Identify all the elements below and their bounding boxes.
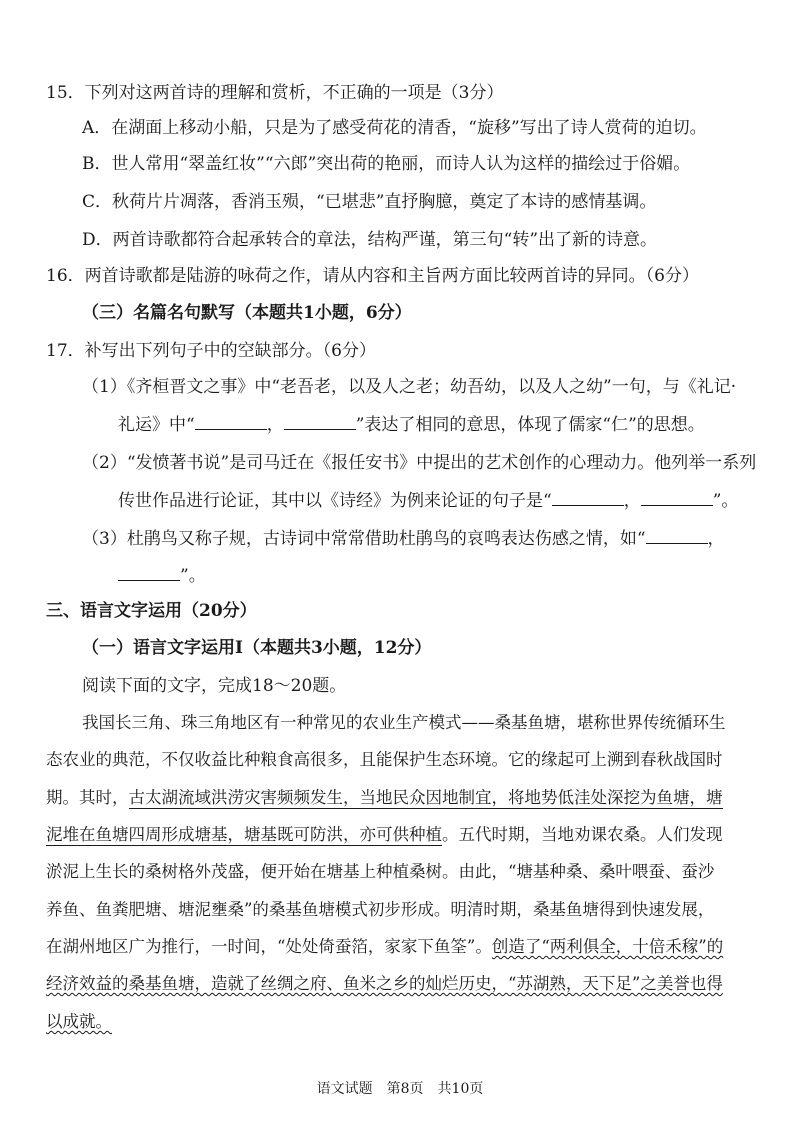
answer-blank[interactable] bbox=[646, 527, 708, 544]
passage-line: 态农业的典范，不仅收益比种粮食高很多，且能保护生态环境。它的缘起可上溯到春秋战国时 bbox=[46, 750, 723, 769]
q17-part2-sep: ， bbox=[623, 491, 641, 511]
q17-part3-line2 bbox=[118, 564, 206, 587]
q17-part3-line1 bbox=[82, 527, 725, 550]
q17-stem: 17．补写出下列句子中的空缺部分。（6分） bbox=[46, 341, 376, 361]
q17-part2-line2 bbox=[118, 489, 738, 512]
answer-blank[interactable] bbox=[552, 489, 624, 506]
q15-option-a: A．在湖面上移动小船，只是为了感受荷花的清香，“旋移”写出了诗人赏荷的迫切。 bbox=[82, 118, 707, 138]
answer-blank[interactable] bbox=[195, 413, 267, 430]
answer-blank[interactable] bbox=[284, 413, 356, 430]
q17-part1-line1: （1）《齐桓晋文之事》中“老吾老，以及人之老；幼吾幼，以及人之幼”一句，与《礼记· bbox=[82, 377, 737, 397]
q17-part1-line2 bbox=[118, 413, 705, 436]
passage-line: 淤泥上生长的桑树格外茂盛，便开始在塘基上种植桑树。由此，“塘基种桑、桑叶喂蚕、蚕沙 bbox=[46, 862, 715, 881]
q17-part3-text-b: ”。 bbox=[180, 566, 206, 586]
q17-part3-sep: ， bbox=[707, 529, 725, 549]
passage-line bbox=[46, 936, 723, 958]
q17-part1-sep: ， bbox=[266, 415, 284, 435]
passage-text: 在湖州地区广为推行，一时间，“处处倚蚕箔，家家下鱼筌”。 bbox=[46, 937, 492, 956]
page-footer: 语文试题 第8页 共10页 bbox=[316, 1081, 484, 1097]
q17-part2-text-a: 传世作品进行论证，其中以《诗经》为例来论证的句子是“ bbox=[118, 491, 552, 511]
passage-line: 我国长三角、珠三角地区有一种常见的农业生产模式——桑基鱼塘，堪称世界传统循环生 bbox=[82, 713, 726, 732]
q17-part2-line1: （2）“发愤著书说”是司马迁在《报任安书》中提出的艺术创作的心理动力。他列举一系列 bbox=[82, 453, 757, 473]
passage-line bbox=[46, 824, 723, 846]
q15-option-b: B．世人常用“翠盖红妆”“六郎”突出荷的艳丽，而诗人认为这样的描绘过于俗媚。 bbox=[82, 154, 691, 174]
q15-option-d: D．两首诗歌都符合起承转合的章法，结构严谨，第三句“转”出了新的诗意。 bbox=[82, 230, 658, 250]
section-famous-title: （三）名篇名句默写（本题共1小题，6分） bbox=[82, 303, 412, 323]
underlined-sentence-1: 古太湖流域洪涝灾害频频发生，当地民众因地制宜，将地势低洼处深挖为鱼塘，塘 bbox=[128, 788, 723, 807]
q15-stem: 15．下列对这两首诗的理解和赏析，不正确的一项是（3分） bbox=[46, 83, 504, 103]
answer-blank[interactable] bbox=[118, 564, 180, 581]
q17-part1-text-a: 礼运》中“ bbox=[118, 415, 195, 435]
passage-line: 经济效益的桑基鱼塘，造就了丝绸之府、鱼米之乡的灿烂历史，“苏湖熟，天下足”之美誉也得 bbox=[46, 974, 723, 993]
underlined-sentence-1-cont: 泥堆在鱼塘四周形成塘基，塘基既可防洪，亦可供种植 bbox=[46, 825, 442, 844]
q17-part2-text-b: ”。 bbox=[712, 491, 739, 511]
q17-part3-text-a: （3）杜鹃鸟又称子规，古诗词中常常借助杜鹃鸟的哀鸣表达伤感之情，如“ bbox=[82, 529, 646, 549]
section3-title: 三、语言文字运用（20分） bbox=[46, 601, 257, 621]
section3-subtitle: （一）语言文字运用Ⅰ（本题共3小题，12分） bbox=[82, 638, 432, 658]
q15-option-c: C．秋荷片片凋落，香消玉殒，“已堪悲”直抒胸臆，奠定了本诗的感情基调。 bbox=[82, 192, 657, 212]
q16-stem: 16．两首诗歌都是陆游的咏荷之作，请从内容和主旨两方面比较两首诗的异同。（6分） bbox=[46, 266, 699, 286]
answer-blank[interactable] bbox=[641, 489, 713, 506]
passage-line: 以成就。 bbox=[46, 1012, 112, 1031]
reading-intro: 阅读下面的文字，完成18～20题。 bbox=[82, 676, 347, 696]
q17-part1-text-b: ”表达了相同的意思，体现了儒家“仁”的思想。 bbox=[355, 415, 705, 435]
passage-text: 。五代时期，当地劝课农桑。人们发现 bbox=[442, 825, 723, 844]
passage-line: 养鱼、鱼粪肥塘、塘泥壅桑”的桑基鱼塘模式初步形成。明清时期，桑基鱼塘得到快速发展， bbox=[46, 900, 715, 919]
passage-text: 期。其时， bbox=[46, 788, 129, 807]
wavy-underlined-sentence: 创造了“两利俱全，十倍禾稼”的 bbox=[491, 937, 724, 956]
passage-line bbox=[46, 787, 723, 809]
